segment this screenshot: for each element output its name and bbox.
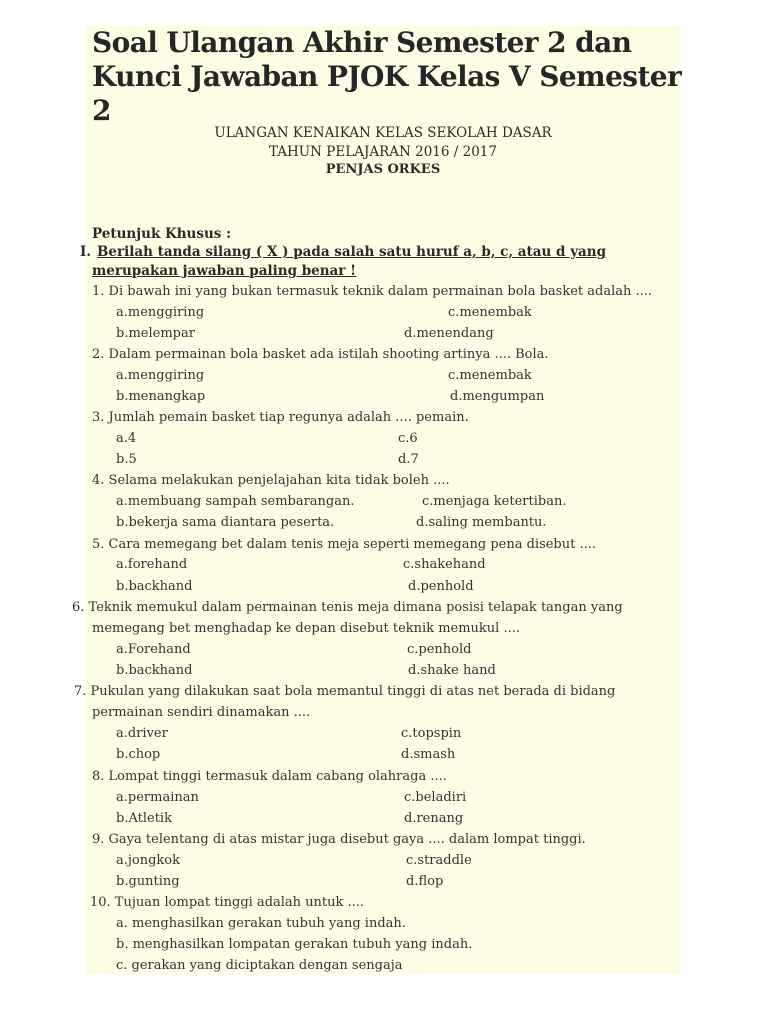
- page-title: Soal Ulangan Akhir Semester 2 dan Kunci Jawaban PJOK Kelas V Semester 2: [92, 26, 682, 127]
- q7-option-d: d.smash: [401, 747, 456, 762]
- header-line-2: TAHUN PELAJARAN 2016 / 2017: [269, 144, 497, 160]
- q6-option-c: c.penhold: [407, 642, 472, 657]
- question-6-cont: memegang bet menghadap ke depan disebut teknik memukul ....: [92, 621, 520, 636]
- q4-option-a: a.membuang sampah sembarangan.: [116, 494, 355, 509]
- q7-option-a: a.driver: [116, 726, 168, 741]
- q5-option-b: b.backhand: [116, 579, 193, 594]
- section-number: I.: [80, 244, 92, 260]
- question-9: 9. Gaya telentang di atas mistar juga disebut gaya .... dalam lompat tinggi.: [92, 832, 586, 847]
- q9-option-c: c.straddle: [406, 853, 472, 868]
- instructions-line-2: merupakan jawaban paling benar !: [92, 263, 357, 279]
- header-line-3: PENJAS ORKES: [325, 162, 441, 177]
- q7-option-c: c.topspin: [401, 726, 462, 741]
- instructions-line-1: Berilah tanda silang ( X ) pada salah satu huruf a, b, c, atau d yang: [97, 244, 607, 260]
- q1-option-c: c.menembak: [448, 305, 532, 320]
- q10-option-b: b. menghasilkan lompatan gerakan tubuh yang indah.: [116, 937, 473, 952]
- question-6: 6. Teknik memukul dalam permainan tenis meja dimana posisi telapak tangan yang: [72, 600, 623, 615]
- question-5: 5. Cara memegang bet dalam tenis meja seperti memegang pena disebut ....: [92, 537, 597, 552]
- q2-option-a: a.menggiring: [116, 368, 205, 383]
- question-7: 7. Pukulan yang dilakukan saat bola memantul tinggi di atas net berada di bidang: [74, 684, 616, 699]
- q3-option-d: d.7: [398, 452, 419, 467]
- question-10: 10. Tujuan lompat tinggi adalah untuk ....: [90, 895, 365, 910]
- q8-option-c: c.beladiri: [404, 790, 467, 805]
- q6-option-d: d.shake hand: [408, 663, 496, 678]
- header-line-1: ULANGAN KENAIKAN KELAS SEKOLAH DASAR: [214, 125, 552, 141]
- q5-option-a: a.forehand: [116, 557, 188, 572]
- q1-option-d: d.menendang: [404, 326, 494, 341]
- q10-option-a: a. menghasilkan gerakan tubuh yang indah.: [116, 916, 406, 931]
- q3-option-a: a.4: [116, 431, 137, 446]
- q5-option-d: d.penhold: [408, 579, 474, 594]
- instructions-label: Petunjuk Khusus :: [92, 226, 232, 242]
- q5-option-c: c.shakehand: [403, 557, 486, 572]
- q3-option-c: c.6: [398, 431, 418, 446]
- q7-option-b: b.chop: [116, 747, 161, 762]
- q2-option-b: b.menangkap: [116, 389, 206, 404]
- question-7-cont: permainan sendiri dinamakan ....: [92, 705, 311, 720]
- q9-option-d: d.flop: [406, 874, 444, 889]
- q6-option-b: b.backhand: [116, 663, 193, 678]
- q8-option-d: d.renang: [404, 811, 464, 826]
- q2-option-c: c.menembak: [448, 368, 532, 383]
- q4-option-d: d.saling membantu.: [416, 515, 547, 530]
- q4-option-b: b.bekerja sama diantara peserta.: [116, 515, 335, 530]
- question-4: 4. Selama melakukan penjelajahan kita tidak boleh ....: [92, 473, 450, 488]
- q6-option-a: a.Forehand: [116, 642, 191, 657]
- q2-option-d: d.mengumpan: [450, 389, 545, 404]
- q1-option-b: b.melempar: [116, 326, 195, 341]
- q9-option-b: b.gunting: [116, 874, 180, 889]
- q9-option-a: a.jongkok: [116, 853, 181, 868]
- q1-option-a: a.menggiring: [116, 305, 205, 320]
- question-1: 1. Di bawah ini yang bukan termasuk teknik dalam permainan bola basket adalah ....: [92, 284, 653, 299]
- q3-option-b: b.5: [116, 452, 137, 467]
- q4-option-c: c.menjaga ketertiban.: [422, 494, 567, 509]
- q10-option-c: c. gerakan yang diciptakan dengan sengaja: [116, 958, 403, 973]
- q8-option-b: b.Atletik: [116, 811, 172, 826]
- question-3: 3. Jumlah pemain basket tiap regunya adalah .... pemain.: [92, 410, 469, 425]
- question-2: 2. Dalam permainan bola basket ada istilah shooting artinya .... Bola.: [92, 347, 549, 362]
- question-8: 8. Lompat tinggi termasuk dalam cabang olahraga ....: [92, 769, 447, 784]
- q8-option-a: a.permainan: [116, 790, 199, 805]
